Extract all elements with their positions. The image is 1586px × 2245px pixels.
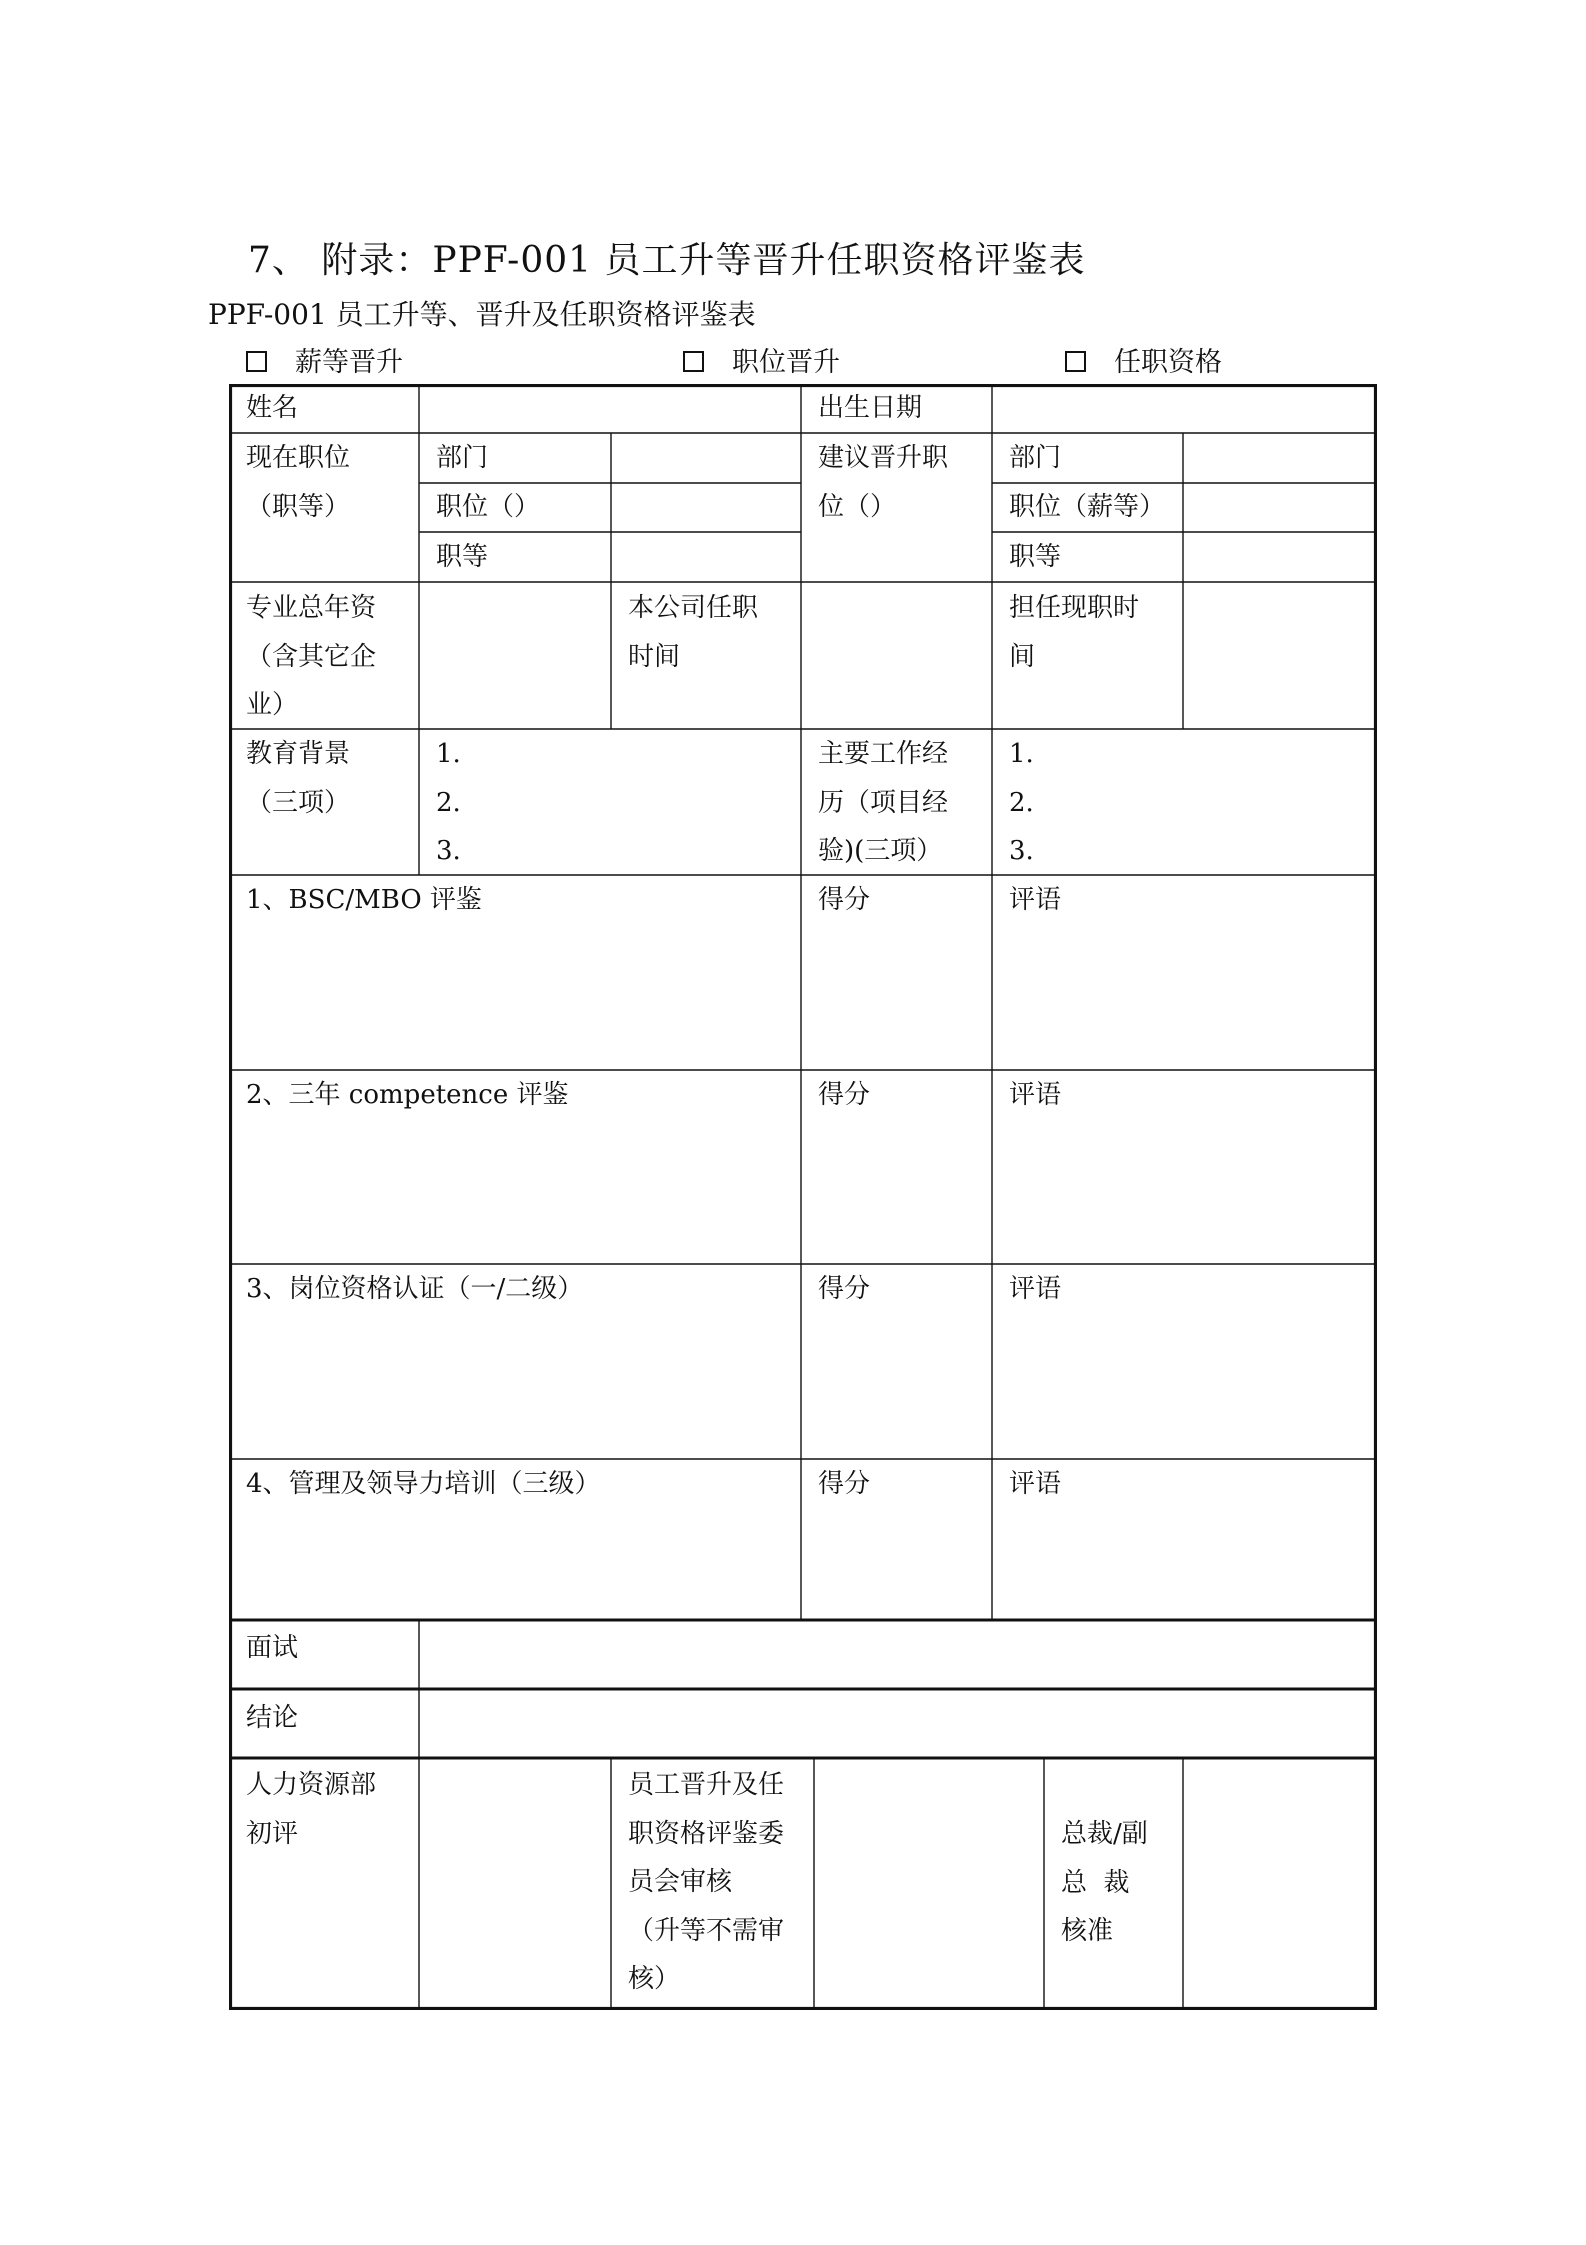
work-experience-items: 1. 2. 3. bbox=[1009, 739, 1034, 866]
grade-label: 职等 bbox=[436, 542, 489, 572]
total-years-label: 专业总年资 （含其它企 业） bbox=[246, 593, 377, 720]
section-training-score-label: 得分 bbox=[818, 1469, 871, 1499]
section-bsc-mbo-title: 1、BSC/MBO 评鉴 bbox=[246, 885, 482, 915]
committee-review-label: 员工晋升及任 职资格评鉴委 员会审核 （升等不需审 核） bbox=[628, 1770, 785, 1994]
checkbox-icon[interactable] bbox=[246, 351, 267, 372]
section-training-title: 4、管理及领导力培训（三级） bbox=[246, 1469, 601, 1499]
hr-initial-review-label: 人力资源部 初评 bbox=[246, 1770, 377, 1849]
education-items: 1. 2. 3. bbox=[436, 739, 461, 866]
form-title: PPF-001 员工升等、晋升及任职资格评鉴表 bbox=[208, 298, 756, 331]
section-certification-title: 3、岗位资格认证（一/二级） bbox=[246, 1274, 584, 1304]
section-competence-score-label: 得分 bbox=[818, 1080, 871, 1110]
department-label: 部门 bbox=[436, 443, 489, 473]
page-heading: 7、 附录：PPF-001 员工升等晋升任职资格评鉴表 bbox=[248, 240, 1086, 281]
evaluation-form-table bbox=[229, 384, 1377, 2010]
option-salary-grade-promotion[interactable] bbox=[246, 340, 403, 379]
section-competence-comment-label: 评语 bbox=[1009, 1080, 1062, 1110]
section-competence-title: 2、三年 competence 评鉴 bbox=[246, 1080, 569, 1110]
option-label: 职位晋升 bbox=[732, 347, 840, 378]
current-position-label: 现在职位 （职等） bbox=[246, 443, 351, 522]
section-bsc-mbo-comment-label: 评语 bbox=[1009, 885, 1062, 915]
checkbox-icon[interactable] bbox=[1065, 351, 1086, 372]
work-experience-label: 主要工作经 历（项目经 验)(三项） bbox=[818, 739, 949, 866]
table-grid-lines bbox=[229, 384, 1377, 2010]
section-certification-comment-label: 评语 bbox=[1009, 1274, 1062, 1304]
section-bsc-mbo-score-label: 得分 bbox=[818, 885, 871, 915]
proposed-grade-label: 职等 bbox=[1009, 542, 1062, 572]
checkbox-icon[interactable] bbox=[683, 351, 704, 372]
education-label: 教育背景 （三项） bbox=[246, 739, 351, 818]
section-certification-score-label: 得分 bbox=[818, 1274, 871, 1304]
name-label: 姓名 bbox=[246, 393, 299, 423]
current-position-tenure-label: 担任现职时 间 bbox=[1009, 593, 1140, 672]
interview-label: 面试 bbox=[246, 1633, 299, 1663]
option-label: 薪等晋升 bbox=[295, 347, 403, 378]
proposed-position-salary-label: 职位（薪等） bbox=[1009, 492, 1166, 522]
proposed-position-label: 建议晋升职 位（） bbox=[818, 443, 949, 522]
section-training-comment-label: 评语 bbox=[1009, 1469, 1062, 1499]
option-label: 任职资格 bbox=[1114, 347, 1222, 378]
ceo-approval-label: 总裁/副 总 裁 核准 bbox=[1061, 1819, 1148, 1946]
table-grid bbox=[229, 384, 1377, 2010]
position-label: 职位（） bbox=[436, 492, 541, 522]
conclusion-label: 结论 bbox=[246, 1703, 299, 1733]
birth-date-label: 出生日期 bbox=[818, 393, 923, 423]
option-qualification[interactable] bbox=[1065, 340, 1222, 379]
company-tenure-label: 本公司任职 时间 bbox=[628, 593, 759, 672]
option-position-promotion[interactable] bbox=[683, 340, 840, 379]
proposed-department-label: 部门 bbox=[1009, 443, 1062, 473]
